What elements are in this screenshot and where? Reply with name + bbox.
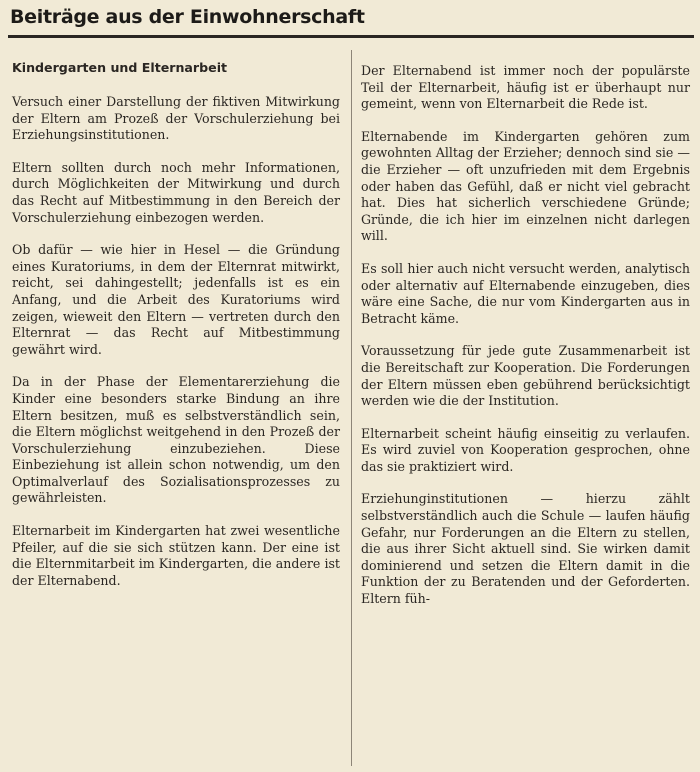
paragraph: Elternarbeit scheint häufig einseitig zu verlaufen. Es wird zuviel von Kooperation gesprochen, ohne das sie praktiziert wird.	[361, 425, 690, 474]
column-divider	[351, 50, 352, 766]
heading-rule	[8, 35, 694, 38]
section-heading: Beiträge aus der Einwohnerschaft	[10, 6, 365, 28]
paragraph: Elternabende im Kindergarten gehören zum gewohnten Alltag der Erzieher; dennoch sind sie — die Erzieher — oft unzufrieden mit dem Ergebnis oder haben das Gefühl, daß er nicht viel gebracht hat. Dies hat sicherlich verschiedene Gründe; Gründe, die ich hier im einzelnen nicht darlegen will.	[361, 128, 690, 244]
left-column	[12, 60, 340, 589]
paragraph: Voraussetzung für jede gute Zusammenarbeit ist die Bereitschaft zur Kooperation. Die Forderungen der Eltern müssen eben gebührend berücksichtigt werden wie die der Institution.	[361, 343, 690, 409]
right-column	[361, 63, 690, 608]
article-title: Kindergarten und Elternarbeit	[12, 60, 228, 75]
paragraph: Elternarbeit im Kindergarten hat zwei wesentliche Pfeiler, auf die sie sich stützen kann. Der eine ist die Elternmitarbeit im Kindergarten, die andere ist der Elternabend.	[12, 523, 340, 588]
paragraph: Versuch einer Darstellung der fiktiven Mitwirkung der Eltern am Prozeß der Vorschulerziehung bei Erziehungsinstitutionen.	[12, 94, 340, 143]
paragraph: Erziehunginstitutionen — hierzu zählt selbstverständlich auch die Schule — laufen häufig Gefahr, nur Forderungen an die Eltern zu stellen, die aus ihrer Sicht aktuell sind. Sie wirken damit dominierend und setzen die Eltern damit in die Funktion der zu Beratenden und der Geforderten. Eltern füh-	[361, 491, 690, 607]
paragraph: Der Elternabend ist immer noch der populärste Teil der Elternarbeit, häufig ist er überhaupt nur gemeint, wenn von Elternarbeit die Rede ist.	[361, 63, 690, 112]
paragraph: Eltern sollten durch noch mehr Informationen, durch Möglichkeiten der Mitwirkung und durch das Recht auf Mitbestimmung in den Bereich der Vorschulerziehung einbezogen werden.	[12, 159, 340, 225]
paragraph: Ob dafür — wie hier in Hesel — die Gründung eines Kuratoriums, in dem der Elternrat mitwirkt, reicht, sei dahingestellt; jedenfalls ist es ein Anfang, und die Arbeit des Kuratoriums wird zeigen, wieweit den Eltern — vertreten durch den Elternrat — das Recht auf Mitbestimmung gewährt wird.	[12, 242, 340, 357]
paragraph: Da in der Phase der Elementarerziehung die Kinder eine besonders starke Bindung an ihre Eltern besitzen, muß es selbstverständlich sein, die Eltern möglichst weitgehend in den Prozeß der Vorschulerziehung einzubeziehen. Diese Einbeziehung ist allein schon notwendig, um den Optimalverlauf des Sozialisationsprozesses zu gewährleisten.	[12, 374, 340, 506]
paragraph: Es soll hier auch nicht versucht werden, analytisch oder alternativ auf Elternabende einzugeben, dies wäre eine Sache, die nur vom Kindergarten aus in Betracht käme.	[361, 260, 690, 326]
